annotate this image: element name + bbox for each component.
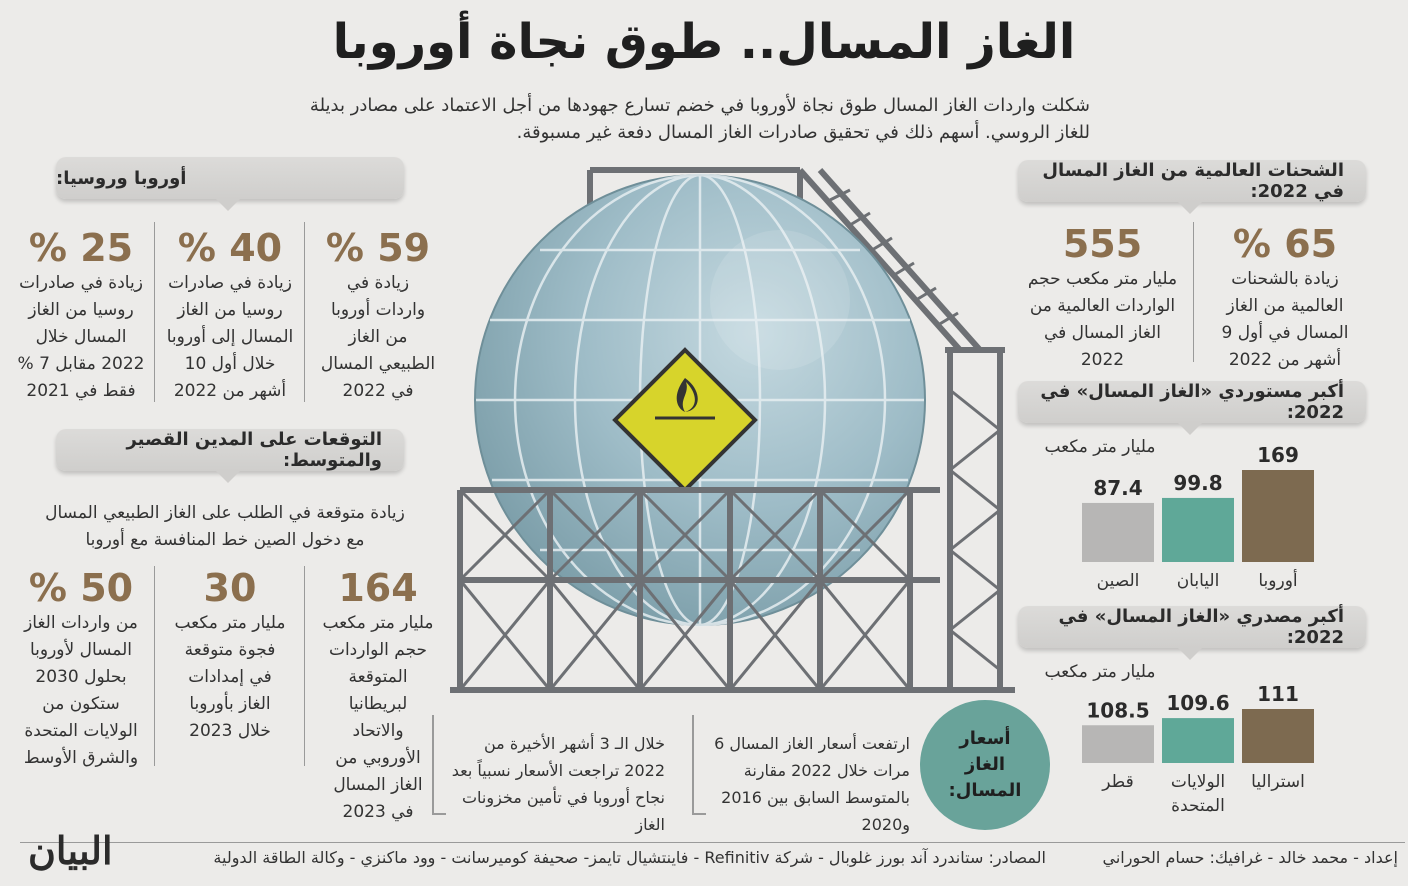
prices-note-2: خلال الـ 3 أشهر الأخيرة من 2022 تراجعت الأسعار نسبياً بعد نجاح أوروبا في تأمين مخزونات الغاز — [451, 734, 665, 834]
stat-value: 40 % — [177, 226, 283, 270]
exporters-chart — [1070, 675, 1330, 835]
outlook-header-label: التوقعات على المدين القصير والمتوسط: — [126, 429, 382, 471]
intro-text: شكلت واردات الغاز المسال طوق نجاة لأوروبا في خضم تسارع جهودها من أجل الاعتماد على مصادر بديلة للغاز الروسي. أسهم ذلك في تحقيق صادرات الغاز المسال دفعة غير مسبوقة. — [309, 95, 1090, 143]
importers-chart — [1070, 430, 1330, 615]
bar-value-label: 99.8 — [1173, 470, 1223, 495]
stat-supply-gap — [158, 566, 302, 745]
stat-russia-exports — [10, 226, 152, 405]
bar-value-label: 109.6 — [1166, 691, 1230, 716]
outlook-lead: زيادة متوقعة في الطلب على الغاز الطبيعي المسال مع دخول الصين خط المنافسة مع أوروبا — [45, 503, 405, 550]
stat-text: زيادة في واردات أوروبا من الغاز الطبيعي المسال في 2022 — [320, 273, 436, 401]
category-tick-label: المتحدة — [1171, 796, 1225, 816]
stat-value: 164 — [338, 566, 418, 610]
stat-value: 30 — [203, 566, 257, 610]
category-tick-label: قطر — [1102, 772, 1134, 792]
europe-russia-header — [56, 157, 404, 199]
publisher-logo: البيان — [28, 828, 113, 873]
prices-badge — [920, 700, 1050, 830]
category-tick-label: استراليا — [1251, 772, 1305, 792]
importers-header-label: أكبر مستوردي «الغاز المسال» في 2022: — [1040, 381, 1344, 423]
stat-text: مليار متر مكعب حجم الواردات العالمية من الغاز المسال في 2022 — [1027, 269, 1178, 370]
stat-text: مليار متر مكعب فجوة متوقعة في إمدادات الغاز بأوروبا خلال 2023 — [174, 613, 286, 741]
bar-0 — [1242, 470, 1314, 562]
category-tick-label: أوروبا — [1258, 571, 1298, 591]
stat-europe-imports — [308, 226, 448, 405]
sources: المصادر: ستاندرد آند بورز غلوبال - شركة Refinitiv - فاينتشيال تايمز- صحيفة كوميرسانت - وود ماكنزي - وكالة الطاقة الدولية — [213, 848, 1046, 867]
stat-value: 555 — [1062, 222, 1143, 266]
europe-russia-header-label: أوروبا وروسيا: — [56, 167, 187, 189]
stat-text: من واردات الغاز المسال لأوروبا بحلول 2030 ستكون من الولايات المتحدة والشرق الأوسط — [23, 613, 139, 768]
stat-value: 59 % — [325, 226, 431, 270]
stat-text: مليار متر مكعب حجم الواردات المتوقعة لبريطانيا والاتحاد الأوروبي من الغاز المسال في 2023 — [322, 613, 434, 822]
stat-text: زيادة في صادرات روسيا من الغاز المسال إلى أوروبا خلال أول 10 أشهر من 2022 — [166, 273, 294, 401]
stat-value: 50 % — [28, 566, 134, 610]
stat-uk-eu-imports — [308, 566, 448, 826]
category-tick-label: الولايات — [1170, 772, 1226, 792]
stat-value: 65 % — [1232, 222, 1338, 266]
credits: إعداد - محمد خالد - غرافيك: حسام الحوراني — [1102, 848, 1398, 867]
outlook-header — [56, 429, 404, 471]
exporters-header — [1018, 606, 1366, 648]
stat-russia-to-europe — [158, 226, 302, 405]
exporters-header-label: أكبر مصدري «الغاز المسال» في 2022: — [1058, 606, 1344, 648]
bar-2 — [1082, 503, 1154, 562]
bar-1 — [1162, 498, 1234, 562]
prices-badge-label: أسعار الغاز المسال: — [948, 728, 1022, 801]
bar-value-label: 108.5 — [1086, 698, 1150, 723]
bar-value-label: 169 — [1257, 443, 1299, 467]
global-header — [1018, 160, 1366, 202]
stat-2030-share — [10, 566, 152, 772]
lng-tank-illustration — [440, 150, 1020, 710]
category-tick-label: الصين — [1096, 571, 1140, 591]
bar-value-label: 87.4 — [1093, 475, 1143, 500]
stat-text: زيادة في صادرات روسيا من الغاز المسال خلال 2022 مقابل 7 % فقط في 2021 — [17, 273, 145, 401]
bar-0 — [1242, 709, 1314, 763]
bar-2 — [1082, 725, 1154, 763]
stat-global-shipments — [1200, 222, 1370, 374]
page-title: الغاز المسال.. طوق نجاة أوروبا — [332, 14, 1076, 70]
stat-value: 25 % — [28, 226, 134, 270]
bar-value-label: 111 — [1257, 682, 1299, 706]
importers-header — [1018, 381, 1366, 423]
prices-note-1: ارتفعت أسعار الغاز المسال 6 مرات خلال 2022 مقارنة بالمتوسط السابق بين 2016 و2020 — [714, 734, 910, 834]
global-header-label: الشحنات العالمية من الغاز المسال في 2022: — [1042, 160, 1344, 202]
exporters-unit: مليار متر مكعب — [1044, 662, 1156, 682]
bar-1 — [1162, 718, 1234, 763]
stat-text: زيادة بالشحنات العالمية من الغاز المسال في أول 9 أشهر من 2022 — [1221, 269, 1349, 370]
category-tick-label: اليابان — [1176, 571, 1220, 591]
importers-unit: مليار متر مكعب — [1044, 437, 1156, 457]
stat-global-imports — [1015, 222, 1190, 374]
